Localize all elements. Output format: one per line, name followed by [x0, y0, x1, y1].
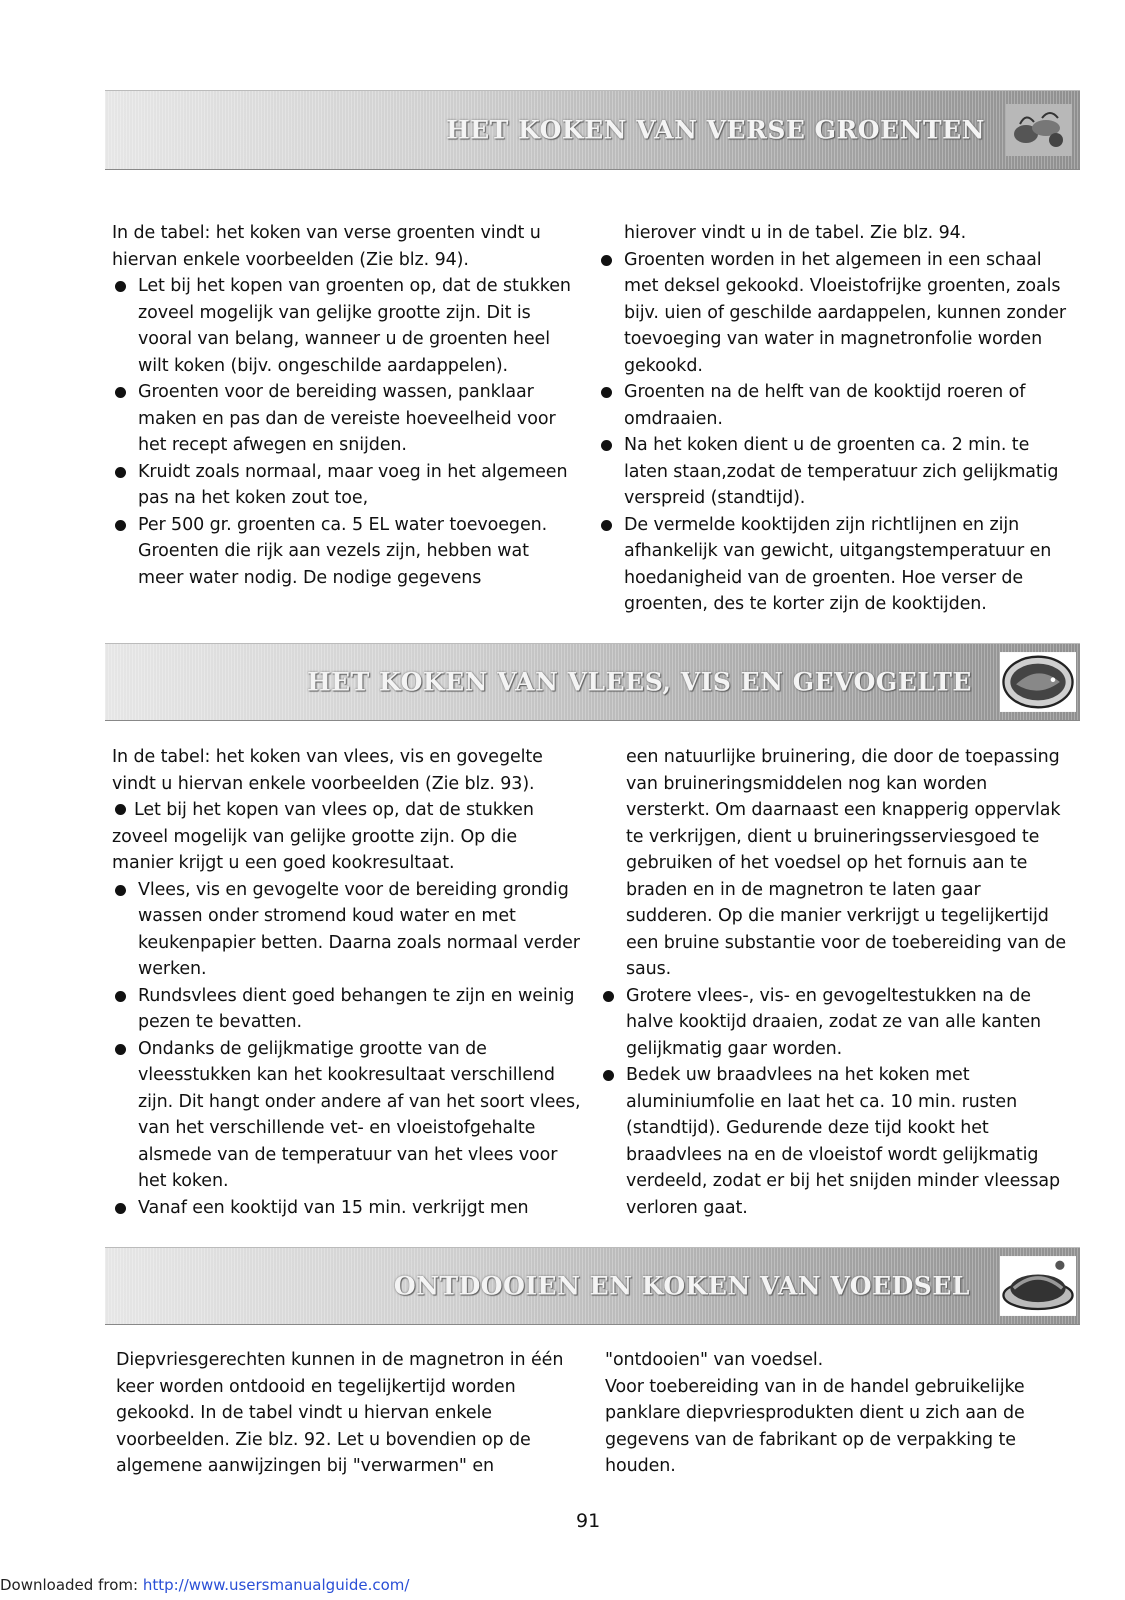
intro-paragraph: In de tabel: het koken van verse groenten vindt u hiervan enkele voorbeelden (Zie blz. 94). — [112, 223, 541, 270]
list-item: Vanaf een kooktijd van 15 min. verkrijgt men — [112, 1195, 582, 1222]
section-1-left-column — [112, 220, 577, 591]
list-item: Groenten voor de bereiding wassen, panklaar maken en pas dan de vereiste hoeveelheid voor het recept afwegen en snijden. — [112, 379, 577, 459]
continued-text: "ontdooien" van voedsel. — [605, 1350, 824, 1370]
bullet-list — [112, 273, 577, 591]
list-item: Na het koken dient u de groenten ca. 2 min. te laten staan,zodat de temperatuur zich gelijkmatig verspreid (standtijd). — [598, 432, 1068, 512]
list-item: Grotere vlees-, vis- en gevogeltestukken na de halve kooktijd draaien, zodat ze van alle kanten gelijkmatig gaar worden. — [600, 983, 1070, 1063]
source-link[interactable]: http://www.usersmanualguide.com/ — [142, 1576, 410, 1594]
bullet-list — [112, 877, 582, 1222]
dish-icon — [1000, 1256, 1076, 1316]
list-item: Groenten na de helft van de kooktijd roeren of omdraaien. — [598, 379, 1068, 432]
list-item: Kruidt zoals normaal, maar voeg in het algemeen pas na het koken zout toe, — [112, 459, 577, 512]
intro-paragraph: In de tabel: het koken van vlees, vis en govegelte vindt u hiervan enkele voorbeelden (Zie blz. 93). — [112, 747, 543, 794]
inline-bullet-text: Let bij het kopen van vlees op, dat de stukken zoveel mogelijk van gelijke grootte zijn. Op die manier krijgt u een goed kookresultaat. — [112, 800, 534, 873]
footer-prefix: Downloaded from: — [0, 1576, 143, 1594]
section-title: HET KOKEN VAN VLEES, VIS EN GEVOGELTE — [307, 667, 972, 697]
section-2-left-column — [112, 744, 582, 1221]
section-title: HET KOKEN VAN VERSE GROENTEN — [446, 115, 985, 145]
paragraph: Voor toebereiding van in de handel gebruikelijke panklare diepvriesprodukten dient u zich aan de gegevens van de fabrikant op de verpakking te houden. — [605, 1376, 1025, 1476]
list-item: Per 500 gr. groenten ca. 5 EL water toevoegen. Groenten die rijk aan vezels zijn, hebben wat meer water nodig. De nodige gegevens — [112, 512, 577, 592]
bullet-list — [600, 983, 1070, 1222]
section-3-left-column — [116, 1347, 586, 1480]
list-item: Rundsvlees dient goed behangen te zijn en weinig pezen te bevatten. — [112, 983, 582, 1036]
section-2-right-column — [600, 744, 1070, 1221]
section-title: ONTDOOIEN EN KOKEN VAN VOEDSEL — [393, 1271, 970, 1301]
list-item: De vermelde kooktijden zijn richtlijnen en zijn afhankelijk van gewicht, uitgangstemperatuur en hoedanigheid van de groenten. Hoe verser de groenten, des te korter zijn de kooktijden. — [598, 512, 1068, 618]
continued-text: een natuurlijke bruinering, die door de toepassing van bruineringsmiddelen nog kan worden versterkt. Om daarnaast een knapperig oppervlak te verkrijgen, dient u bruineringsserviesgoed te gebruiken of het voedsel op het fornuis aan te braden en in de magnetron te laten gaar sudderen. Op die manier verkrijgt u tegelijkertijd een bruine substantie voor de toebereiding van de saus. — [626, 747, 1067, 979]
section-banner-vegetables — [105, 90, 1080, 170]
fish-icon — [1000, 652, 1076, 712]
section-1-right-column — [598, 220, 1068, 618]
list-item: Ondanks de gelijkmatige grootte van de vleesstukken kan het kookresultaat verschillend zijn. Dit hangt onder andere af van het soort vlees, van het verschillende vet- en vloeistofgehalte alsmede van de temperatuur van het vlees voor het koken. — [112, 1036, 582, 1195]
section-3-right-column — [605, 1347, 1075, 1480]
download-footer — [0, 1576, 409, 1594]
bullet-list — [598, 247, 1068, 618]
list-item: Let bij het kopen van groenten op, dat de stukken zoveel mogelijk van gelijke grootte zijn. Dit is vooral van belang, wanneer u de groenten heel wilt koken (bijv. ongeschilde aardappelen). — [112, 273, 577, 379]
intro-paragraph: Diepvriesgerechten kunnen in de magnetron in één keer worden ontdooid en tegelijkertijd worden gekookd. In de tabel vindt u hiervan enkele voorbeelden. Zie blz. 92. Let u bovendien op de algemene aanwijzingen bij "verwarmen" en — [116, 1350, 564, 1476]
list-item: Groenten worden in het algemeen in een schaal met deksel gekookd. Vloeistofrijke groenten, zoals bijv. uien of geschilde aardappelen, kunnen zonder toevoeging van water in magnetronfolie worden gekookd. — [598, 247, 1068, 380]
section-banner-meat — [105, 643, 1080, 721]
list-item: Vlees, vis en gevogelte voor de bereiding grondig wassen onder stromend koud water en met keukenpapier betten. Daarna zoals normaal verder werken. — [112, 877, 582, 983]
page-number: 91 — [576, 1510, 601, 1532]
section-banner-defrost — [105, 1247, 1080, 1325]
inline-bullet-paragraph — [112, 797, 582, 877]
vegetables-icon — [1006, 104, 1072, 156]
bullet-dot — [115, 804, 126, 815]
continued-text: hierover vindt u in de tabel. Zie blz. 94. — [624, 223, 967, 243]
list-item: Bedek uw braadvlees na het koken met aluminiumfolie en laat het ca. 10 min. rusten (standtijd). Gedurende deze tijd kookt het braadvlees na en de vloeistof wordt gelijkmatig verdeeld, zodat er bij het snijden minder vleessap verloren gaat. — [600, 1062, 1070, 1221]
